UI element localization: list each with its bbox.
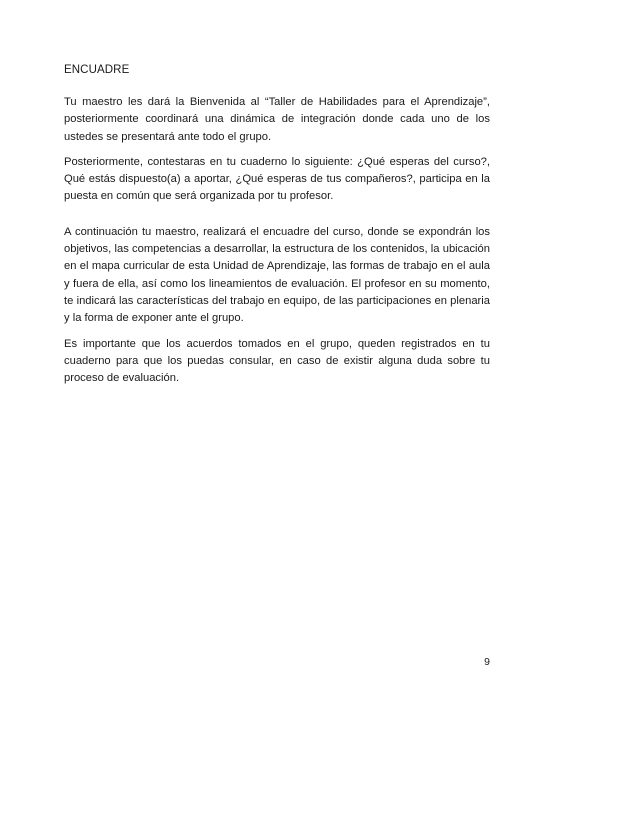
page-number: 9: [484, 656, 490, 668]
paragraph-questions: Posteriormente, contestaras en tu cuaderno lo siguiente: ¿Qué esperas del curso?, Qué estás dispuesto(a) a aportar, ¿Qué esperas de tus compañeros?, participa en la puesta en común que será organizada por tu profesor.: [64, 155, 490, 203]
paragraph-welcome: Tu maestro les dará la Bienvenida al “Taller de Habilidades para el Aprendizaje”, posteriormente coordinará una dinámica de integración donde cada uno de los ustedes se presentará ante todo el grupo.: [64, 96, 490, 143]
paragraph-agreements: Es importante que los acuerdos tomados en el grupo, queden registrados en tu cuaderno para que los puedas consular, en caso de existir alguna duda sobre tu proceso de evaluación.: [64, 337, 490, 385]
paragraph-course-framing: A continuación tu maestro, realizará el encuadre del curso, donde se expondrán los objetivos, las competencias a desarrollar, la estructura de los contenidos, la ubicación en el mapa curricular de esta Unidad de Aprendizaje, las formas de trabajo en el aula y fuera de ella, así como los lineamientos de evaluación. El profesor en su momento, te indicará las características del trabajo en equipo, de las participaciones en plenaria y la forma de exponer ante el grupo.: [64, 225, 490, 325]
page-content: [64, 62, 490, 395]
section-heading: ENCUADRE: [64, 64, 130, 76]
